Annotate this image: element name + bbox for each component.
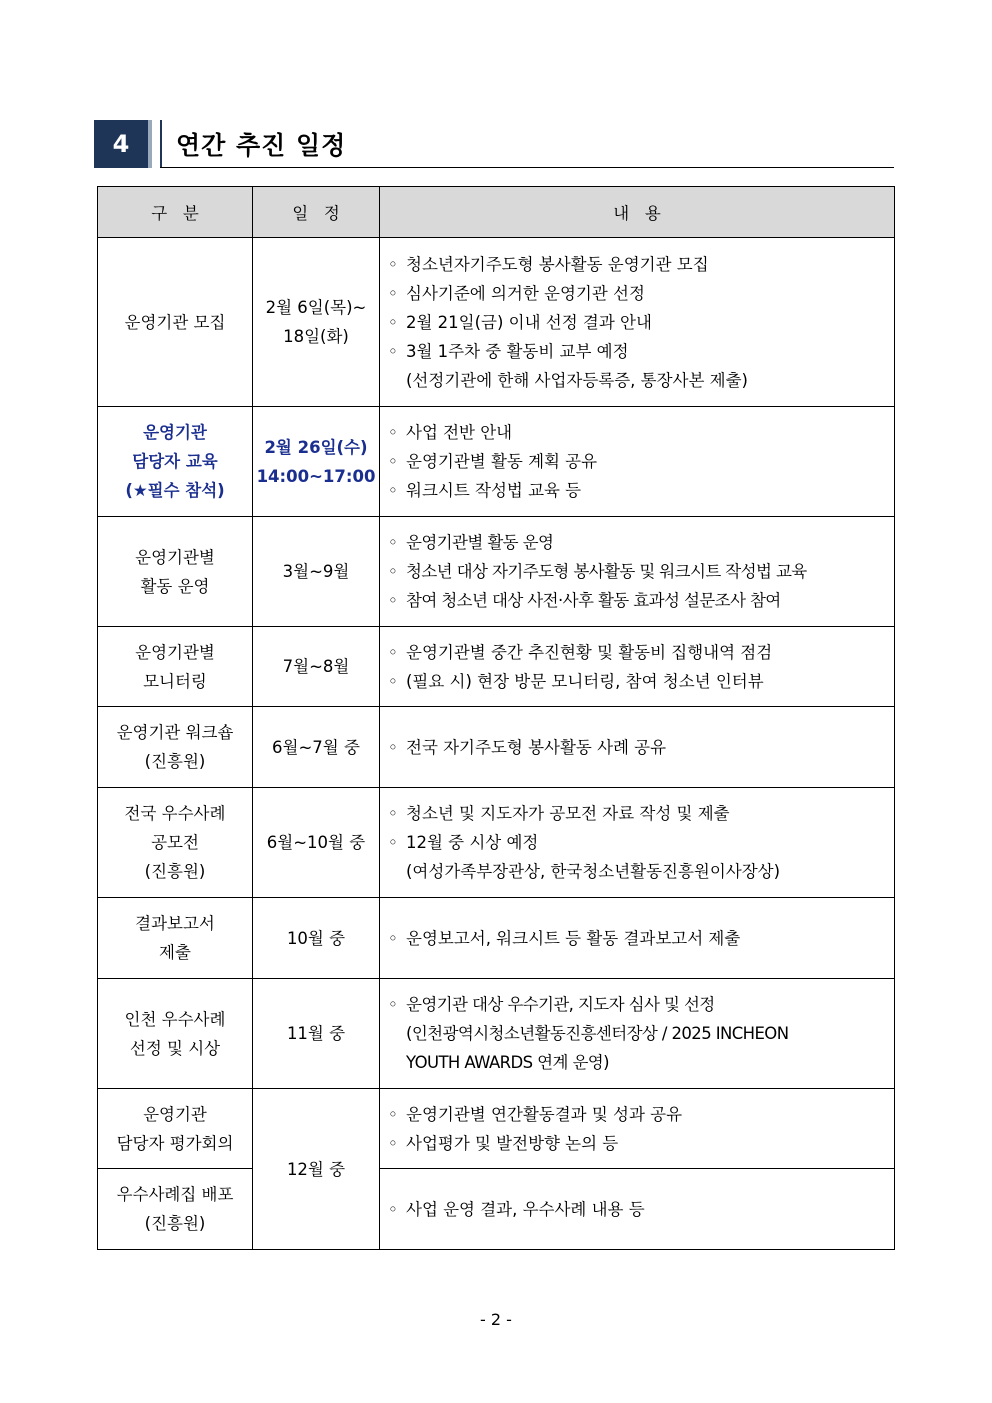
content-item: ◦ (필요 시) 현장 방문 모니터링, 참여 청소년 인터뷰 xyxy=(388,667,888,696)
content-item: ◦ 청소년 대상 자기주도형 봉사활동 및 워크시트 작성법 교육 xyxy=(388,557,888,586)
category-line: 전국 우수사례 xyxy=(124,804,226,823)
content-note: (선정기관에 한해 사업자등록증, 통장사본 제출) xyxy=(406,370,748,390)
content-item: ◦ 3월 1주차 중 활동비 교부 예정 xyxy=(388,337,888,366)
row-category xyxy=(98,1169,253,1250)
page-number: - 2 - xyxy=(480,1310,512,1329)
bullet: ◦ xyxy=(388,254,398,274)
category-line: 선정 및 시상 xyxy=(129,1038,221,1058)
section-divider xyxy=(160,120,162,168)
category-line: (진흥원) xyxy=(144,1214,206,1233)
category-line: 공모전 xyxy=(151,833,199,852)
bullet: ◦ xyxy=(388,928,398,948)
bullet: ◦ xyxy=(388,562,398,581)
row-category xyxy=(98,407,253,517)
table-row xyxy=(98,407,895,517)
row-schedule xyxy=(253,627,380,707)
table-row xyxy=(98,627,895,707)
content-item: ◦ 사업 전반 안내 xyxy=(388,418,888,447)
bullet: ◦ xyxy=(388,737,398,757)
row-content xyxy=(380,407,895,517)
schedule-line: 2월 6일(목)~ xyxy=(265,298,367,317)
bullet: ◦ xyxy=(388,804,398,823)
content-item: ◦ 운영기관별 활동 계획 공유 xyxy=(388,447,888,476)
table-row xyxy=(98,517,895,627)
row-content xyxy=(380,1169,895,1250)
bullet: ◦ xyxy=(388,423,398,442)
content-item: ◦ 전국 자기주도형 봉사활동 사례 공유 xyxy=(388,733,888,762)
row-content xyxy=(380,1089,895,1169)
category-line: 활동 운영 xyxy=(140,576,210,596)
header-content: 내 용 xyxy=(380,187,895,238)
content-note: (인천광역시청소년활동진흥센터장상 / 2025 INCHEON xyxy=(406,1024,789,1043)
row-schedule xyxy=(253,407,380,517)
row-category xyxy=(98,788,253,898)
table-header-row xyxy=(98,187,895,238)
category-line: 담당자 교육 xyxy=(132,452,218,471)
row-content xyxy=(380,707,895,788)
row-schedule xyxy=(253,238,380,407)
category-line: 운영기관 모집 xyxy=(124,312,226,332)
header-schedule: 일 정 xyxy=(253,187,380,238)
schedule-line: 6월~7월 중 xyxy=(272,737,360,757)
row-category xyxy=(98,238,253,407)
row-schedule xyxy=(253,707,380,788)
schedule-line: 18일(화) xyxy=(283,327,349,346)
header-category: 구 분 xyxy=(98,187,253,238)
content-item: ◦ 2월 21일(금) 이내 선정 결과 안내 xyxy=(388,308,888,337)
bullet: ◦ xyxy=(388,452,398,471)
category-line: 운영기관 워크숍 xyxy=(116,723,234,742)
schedule-line: 2월 26일(수) xyxy=(264,437,368,457)
table-row xyxy=(98,898,895,979)
bullet: ◦ xyxy=(388,1133,398,1153)
section-underline xyxy=(160,167,894,168)
table-row xyxy=(98,707,895,788)
category-line: 우수사례집 배포 xyxy=(116,1185,234,1204)
row-category xyxy=(98,979,253,1089)
bullet: ◦ xyxy=(388,591,398,610)
bullet: ◦ xyxy=(388,533,398,552)
row-content xyxy=(380,627,895,707)
bullet: ◦ xyxy=(388,671,398,691)
bullet: ◦ xyxy=(388,481,398,500)
category-line: (★필수 참석) xyxy=(125,481,225,500)
row-category xyxy=(98,1089,253,1169)
row-content xyxy=(380,238,895,407)
bullet: ◦ xyxy=(388,642,398,662)
schedule-line: 3월~9월 xyxy=(282,562,350,581)
content-item: ◦ 운영기관별 활동 운영 xyxy=(388,528,888,557)
category-line: 운영기관 xyxy=(143,1104,207,1124)
content-item: ◦ 사업 운영 결과, 우수사례 내용 등 xyxy=(388,1195,888,1224)
schedule-line: 7월~8월 xyxy=(282,657,350,676)
content-item: ◦ 사업평가 및 발전방향 논의 등 xyxy=(388,1129,888,1158)
category-line: (진흥원) xyxy=(144,862,206,881)
bullet: ◦ xyxy=(388,1104,398,1124)
row-schedule xyxy=(253,517,380,627)
schedule-line: 11월 중 xyxy=(286,1024,346,1043)
category-line: 운영기관별 xyxy=(135,642,215,662)
category-line: 담당자 평가회의 xyxy=(116,1133,234,1153)
schedule-line: 14:00~17:00 xyxy=(256,466,376,486)
table-row xyxy=(98,1089,895,1169)
bullet: ◦ xyxy=(388,312,398,332)
row-content xyxy=(380,898,895,979)
category-line: 인천 우수사례 xyxy=(124,1009,226,1029)
row-schedule xyxy=(253,1089,380,1250)
content-item: ◦ 청소년 및 지도자가 공모전 자료 작성 및 제출 xyxy=(388,799,888,828)
row-content xyxy=(380,788,895,898)
row-category xyxy=(98,707,253,788)
table-row xyxy=(98,788,895,898)
content-item: ◦ 운영기관별 중간 추진현황 및 활동비 집행내역 점검 xyxy=(388,638,888,667)
bullet: ◦ xyxy=(388,341,398,361)
content-item: ◦ 운영기관 대상 우수기관, 지도자 심사 및 선정 xyxy=(388,990,888,1019)
schedule-table xyxy=(97,186,895,1250)
row-category xyxy=(98,517,253,627)
row-schedule xyxy=(253,898,380,979)
row-content xyxy=(380,979,895,1089)
row-category xyxy=(98,627,253,707)
category-line: (진흥원) xyxy=(144,752,206,771)
category-line: 제출 xyxy=(159,943,191,962)
section-number-badge: 4 xyxy=(94,120,152,168)
category-line: 결과보고서 xyxy=(135,914,215,933)
bullet: ◦ xyxy=(388,1199,398,1219)
category-line: 운영기관별 xyxy=(135,547,215,567)
bullet: ◦ xyxy=(388,995,398,1014)
content-note: YOUTH AWARDS 연계 운영) xyxy=(406,1053,609,1072)
content-item: ◦ 청소년자기주도형 봉사활동 운영기관 모집 xyxy=(388,250,888,279)
row-content xyxy=(380,517,895,627)
category-line: 모니터링 xyxy=(143,671,207,691)
bullet: ◦ xyxy=(388,283,398,303)
schedule-line: 6월~10월 중 xyxy=(266,833,366,852)
schedule-line: 10월 중 xyxy=(286,928,346,948)
row-schedule xyxy=(253,788,380,898)
table-row xyxy=(98,979,895,1089)
bullet: ◦ xyxy=(388,833,398,852)
table-row xyxy=(98,1169,895,1250)
row-category xyxy=(98,898,253,979)
content-item: ◦ 12월 중 시상 예정 xyxy=(388,828,888,857)
content-note: (여성가족부장관상, 한국청소년활동진흥원이사장상) xyxy=(406,862,781,881)
content-item: ◦ 워크시트 작성법 교육 등 xyxy=(388,476,888,505)
content-item: ◦ 참여 청소년 대상 사전·사후 활동 효과성 설문조사 참여 xyxy=(388,586,888,615)
schedule-line: 12월 중 xyxy=(286,1159,346,1179)
category-line: 운영기관 xyxy=(143,423,207,442)
table-row xyxy=(98,238,895,407)
section-header xyxy=(94,120,894,170)
content-item: ◦ 운영기관별 연간활동결과 및 성과 공유 xyxy=(388,1100,888,1129)
content-item: ◦ 심사기준에 의거한 운영기관 선정 xyxy=(388,279,888,308)
row-schedule xyxy=(253,979,380,1089)
section-title: 연간 추진 일정 xyxy=(176,131,347,160)
content-item: ◦ 운영보고서, 워크시트 등 활동 결과보고서 제출 xyxy=(388,924,888,953)
